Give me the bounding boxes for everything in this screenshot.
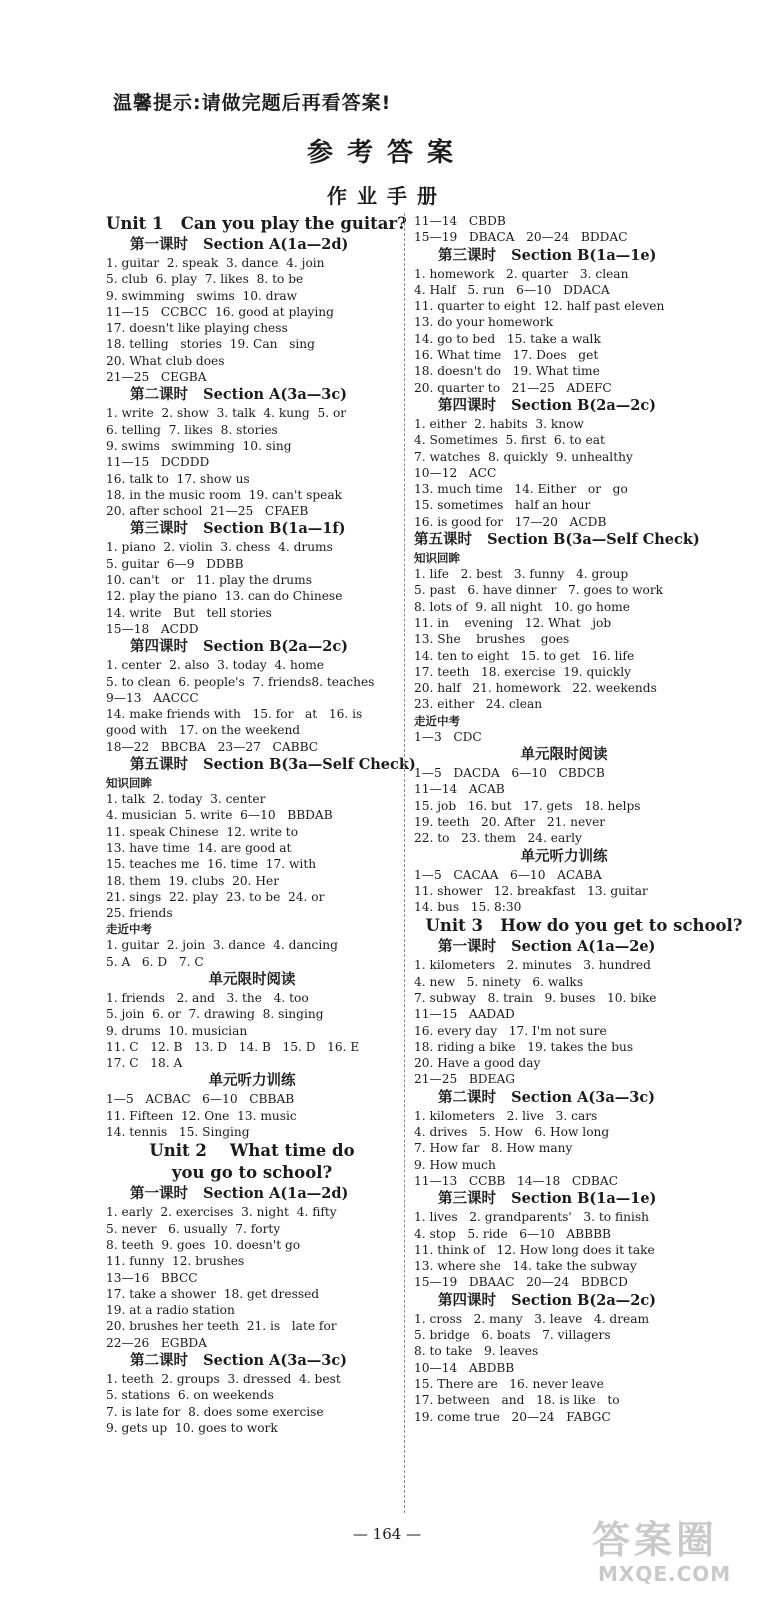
answer-line: 16. talk to 17. show us [106,471,250,486]
answer-line: 5. club 6. play 7. likes 8. to be [106,272,304,287]
answer-line: good with 17. on the weekend [106,723,301,738]
answer-line: 8. to take 9. leaves [414,1344,539,1359]
answer-line: 18. doesn't do 19. What time [414,364,600,379]
lesson-heading: 第四课时 Section B(2a—2c) [438,396,657,414]
answer-line: 5. bridge 6. boats 7. villagers [414,1328,611,1343]
answer-line: 17. take a shower 18. get dressed [106,1286,320,1301]
answer-line: 15. sometimes half an hour [414,498,591,513]
answer-line: 13. much time 14. Either or go [414,482,628,497]
unit-practice-heading: 单元限时阅读 [520,746,608,764]
answer-line: 8. teeth 9. goes 10. doesn't go [106,1237,301,1252]
lesson-heading: 第二课时 Section A(3a—3c) [438,1088,656,1106]
answer-line: 22. to 23. them 24. early [414,831,582,846]
lesson-heading: 第三课时 Section B(1a—1e) [438,246,657,264]
answer-line: 1. center 2. also 3. today 4. home [106,658,324,673]
answer-line: 14. tennis 15. Singing [106,1125,250,1140]
lesson-heading: 第四课时 Section B(2a—2c) [438,1291,657,1309]
watermark-logo [592,1518,760,1590]
answer-line: 4. musician 5. write 6—10 BBDAB [106,808,333,823]
answer-line: 19. teeth 20. After 21. never [414,814,606,829]
lesson-heading: 第二课时 Section A(3a—3c) [130,386,348,404]
answer-line: 11. funny 12. brushes [106,1254,245,1269]
answer-line: 1. piano 2. violin 3. chess 4. drums [106,540,333,555]
answer-line: 17. C 18. A [106,1056,183,1071]
answer-line: 18—22 BBCBA 23—27 CABBC [106,739,319,754]
answer-line: 5. never 6. usually 7. forty [106,1221,281,1236]
answer-line: 11—15 AADAD [414,1007,515,1022]
answer-line: 5. guitar 6—9 DDBB [106,556,244,571]
answer-line: 15. There are 16. never leave [414,1376,604,1391]
answer-line: 10—12 ACC [414,465,497,480]
answer-line: 9. How much [414,1157,496,1172]
answer-line: 25. friends [106,906,173,921]
lesson-heading: 第三课时 Section B(1a—1f) [130,520,346,538]
unit-practice-heading: 单元限时阅读 [208,970,296,988]
answer-line: 4. new 5. ninety 6. walks [414,974,584,989]
subsection-label: 知识回眸 [414,551,460,566]
lesson-heading: 第四课时 Section B(2a—2c) [130,638,349,656]
answer-line: 10—14 ABDBB [414,1360,515,1375]
right-column [414,213,743,1425]
answer-line: 1. life 2. best 3. funny 4. group [414,567,629,582]
column-divider [404,213,405,1513]
answer-line: 5. to clean 6. people's 7. friends8. teaches [106,674,375,689]
reminder-text: 温馨提示:请做完题后再看答案! [113,92,392,114]
watermark-url: MXQE.COM [598,1562,732,1586]
lesson-heading: 第二课时 Section A(3a—3c) [130,1352,348,1370]
answer-line: 20. Have a good day [414,1056,541,1071]
answer-line: 9. swimming swims 10. draw [106,288,298,303]
answer-line: 5. join 6. or 7. drawing 8. singing [106,1007,324,1022]
section-title: 作业手册 [327,184,447,208]
answer-line: 1. lives 2. grandparents' 3. to finish [414,1210,649,1225]
answer-line: 11—14 ACAB [414,782,505,797]
answer-line: 5. A 6. D 7. C [106,954,204,969]
answer-line: 1. talk 2. today 3. center [106,792,266,807]
answer-line: 1—5 ACBAC 6—10 CBBAB [106,1092,295,1107]
page-number: — 164 — [352,1525,422,1543]
answer-line: 16. What time 17. Does get [414,348,599,363]
watermark-text: 答案圈 [592,1518,719,1562]
answer-line: 4. Sometimes 5. first 6. to eat [414,433,605,448]
answer-line: 9. swims swimming 10. sing [106,438,292,453]
answer-line: 7. subway 8. train 9. buses 10. bike [414,990,657,1005]
unit-practice-heading: 单元听力训练 [208,1072,296,1090]
answer-line: 11. quarter to eight 12. half past eleven [414,299,665,314]
lesson-heading: 第三课时 Section B(1a—1e) [438,1190,657,1208]
lesson-heading: 第五课时 Section B(3a—Self Check) [130,756,416,774]
answer-line: 11. think of 12. How long does it take [414,1242,655,1257]
answer-line: 18. them 19. clubs 20. Her [106,873,280,888]
answer-line: 11. C 12. B 13. D 14. B 15. D 16. E [106,1039,360,1054]
left-column [106,213,416,1436]
lesson-heading: 第五课时 Section B(3a—Self Check) [414,531,700,549]
answer-line: 1. early 2. exercises 3. night 4. fifty [106,1205,337,1220]
answer-line: 1. kilometers 2. live 3. cars [414,1108,598,1123]
answer-line: 20. half 21. homework 22. weekends [414,681,657,696]
answer-line: 1. friends 2. and 3. the 4. too [106,990,309,1005]
answer-line: 19. come true 20—24 FABGC [414,1409,611,1424]
answer-line: 4. Half 5. run 6—10 DDACA [414,282,610,297]
answer-line: 1. either 2. habits 3. know [414,416,584,431]
answer-line: 23. either 24. clean [414,697,543,712]
answer-line: 1—3 CDC [414,729,482,744]
answer-line: 9. gets up 10. goes to work [106,1420,278,1435]
answer-line: 14. go to bed 15. take a walk [414,331,601,346]
answer-line: 15—18 ACDD [106,621,199,636]
lesson-heading: 第一课时 Section A(1a—2d) [130,236,349,253]
answer-line: 18. riding a bike 19. takes the bus [414,1039,634,1054]
answer-line: 1. cross 2. many 3. leave 4. dream [414,1311,650,1326]
subsection-label: 走近中考 [106,922,152,937]
unit-heading: Unit 1 Can you play the guitar? [106,214,407,233]
answer-line: 11. shower 12. breakfast 13. guitar [414,883,648,898]
answer-line: 5. past 6. have dinner 7. goes to work [414,583,664,598]
answer-line: 11—15 CCBCC 16. good at playing [106,304,334,319]
answer-line: 7. watches 8. quickly 9. unhealthy [414,449,633,464]
answer-line: 11. in evening 12. What job [414,615,612,630]
answer-line: 19. at a radio station [106,1303,235,1318]
answer-line: 20. brushes her teeth 21. is late for [106,1319,337,1334]
answer-line: 17. between and 18. is like to [414,1393,620,1408]
answer-line: 10. can't or 11. play the drums [106,573,312,588]
answer-line: 11. speak Chinese 12. write to [106,824,299,839]
answer-line: 14. ten to eight 15. to get 16. life [414,648,635,663]
answer-line: 20. What club does [106,353,225,368]
answer-line: 21—25 CEGBA [106,370,207,385]
answer-line: 14. make friends with 15. for at 16. is [106,707,363,722]
answer-line: 21. sings 22. play 23. to be 24. or [106,889,325,904]
answer-line: 17. teeth 18. exercise 19. quickly [414,664,632,679]
answer-line: 1. teeth 2. groups 3. dressed 4. best [106,1372,341,1387]
answer-line: 16. is good for 17—20 ACDB [414,514,607,529]
answer-line: 7. How far 8. How many [414,1141,573,1156]
unit-heading: Unit 3 How do you get to school? [414,916,743,936]
answer-line: 20. quarter to 21—25 ADEFC [414,380,612,395]
answer-line: 1. guitar 2. join 3. dance 4. dancing [106,938,338,953]
answer-line: 11. Fifteen 12. One 13. music [106,1108,297,1123]
answer-line: 15. job 16. but 17. gets 18. helps [414,798,641,813]
answer-line: 15—19 DBAAC 20—24 BDBCD [414,1275,628,1290]
answer-line: 8. lots of 9. all night 10. go home [414,599,630,614]
answer-line: 17. doesn't like playing chess [106,321,288,336]
unit-heading: you go to school? [171,1163,333,1183]
answer-line: 1. homework 2. quarter 3. clean [414,266,629,281]
lesson-heading: 第一课时 Section A(1a—2e) [438,938,656,956]
answer-line: 1. kilometers 2. minutes 3. hundred [414,958,651,973]
subsection-label: 知识回眸 [106,776,152,791]
page-title: 参考答案 [306,138,467,168]
answer-line: 4. drives 5. How 6. How long [414,1125,610,1140]
answer-line: 13—16 BBCC [106,1270,198,1285]
answer-line: 1—5 DACDA 6—10 CBDCB [414,766,605,781]
unit-heading: Unit 2 What time do [149,1141,355,1161]
answer-line: 16. every day 17. I'm not sure [414,1023,607,1038]
answer-line: 6. telling 7. likes 8. stories [106,422,278,437]
answer-line: 1—5 CACAA 6—10 ACABA [414,867,602,882]
answer-line: 4. stop 5. ride 6—10 ABBBB [414,1226,611,1241]
answer-line: 11—14 CBDB [414,214,506,228]
answer-line: 1. guitar 2. speak 3. dance 4. join [106,256,325,270]
answer-line: 11—15 DCDDD [106,455,210,470]
answer-line: 18. telling stories 19. Can sing [106,337,315,352]
answer-line: 15—19 DBACA 20—24 BDDAC [414,230,628,245]
answer-line: 18. in the music room 19. can't speak [106,487,343,502]
answer-line: 13. do your homework [414,315,553,330]
answer-line: 13. She brushes goes [414,632,570,647]
answer-line: 9—13 AACCC [106,690,199,705]
lesson-heading: 第一课时 Section A(1a—2d) [130,1185,349,1203]
answer-line: 22—26 EGBDA [106,1335,207,1350]
answer-line: 5. stations 6. on weekends [106,1388,274,1403]
answer-line: 21—25 BDEAG [414,1072,515,1087]
answer-line: 1. write 2. show 3. talk 4. kung 5. or [106,406,347,421]
answer-line: 14. bus 15. 8:30 [414,900,522,915]
answer-line: 9. drums 10. musician [106,1023,248,1038]
answer-line: 7. is late for 8. does some exercise [106,1404,324,1419]
unit-practice-heading: 单元听力训练 [520,847,608,865]
answer-line: 20. after school 21—25 CFAEB [106,504,309,519]
answer-line: 13. where she 14. take the subway [414,1259,637,1274]
answer-line: 11—13 CCBB 14—18 CDBAC [414,1173,619,1188]
answer-line: 12. play the piano 13. can do Chinese [106,589,343,604]
answer-line: 14. write But tell stories [106,605,272,620]
answer-line: 15. teaches me 16. time 17. with [106,857,317,872]
subsection-label: 走近中考 [414,713,460,728]
answer-line: 13. have time 14. are good at [106,840,292,855]
